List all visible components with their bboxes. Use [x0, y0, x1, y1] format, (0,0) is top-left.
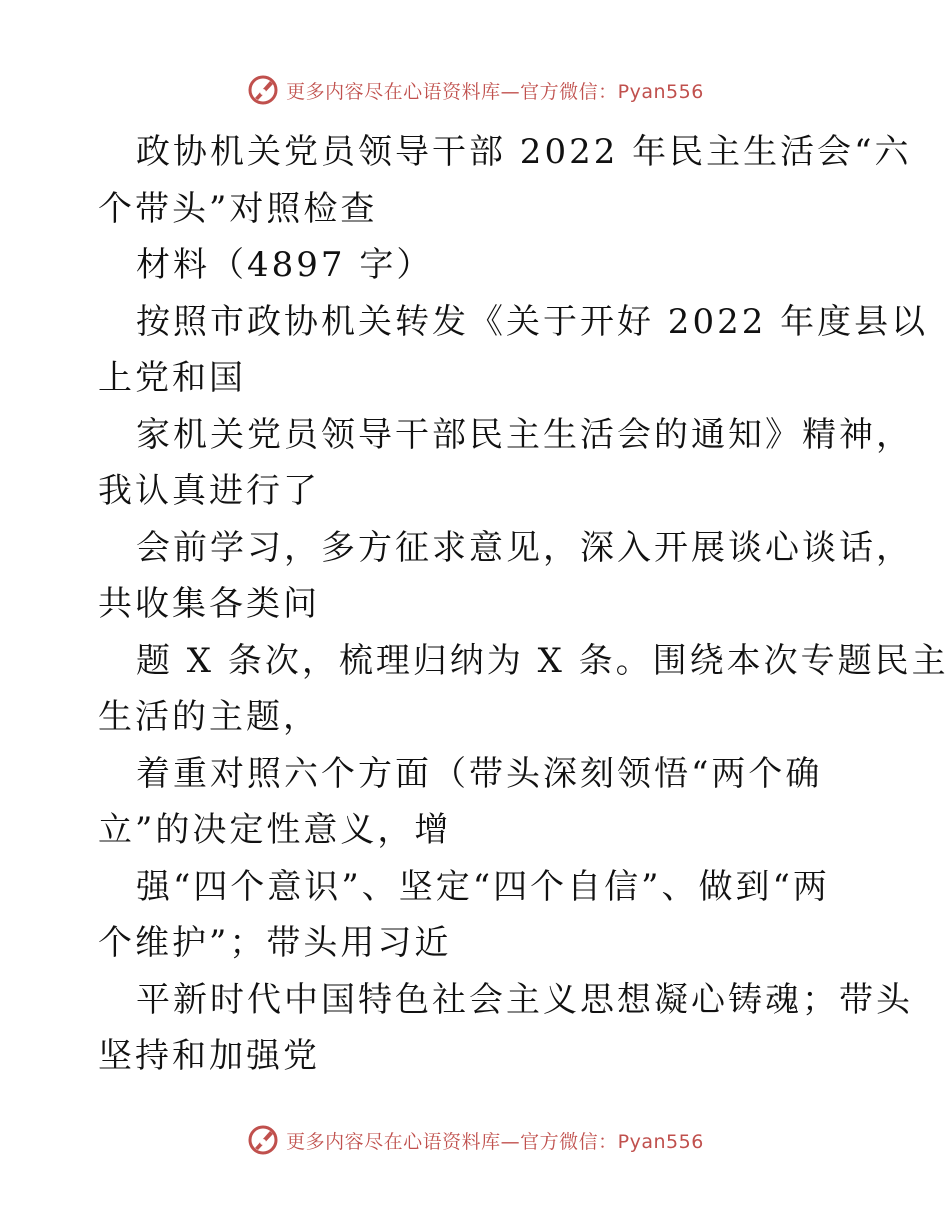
- watermark-text: 更多内容尽在心语资料库—官方微信：Pyan556: [286, 1130, 704, 1153]
- text-line: 政协机关党员领导干部 2022 年民主生活会“六: [136, 132, 912, 172]
- text-line: 强“四个意识”、坚定“四个自信”、做到“两: [136, 866, 830, 907]
- text-line: 立”的决定性意义，增: [98, 810, 452, 850]
- watermark-text: 更多内容尽在心语资料库—官方微信：Pyan556: [286, 80, 704, 103]
- header-watermark: [0, 70, 950, 110]
- text-line: 题 X 条次，梳理归纳为 X 条。围绕本次专题民主: [136, 640, 949, 681]
- text-line: 家机关党员领导干部民主生活会的通知》精神，: [136, 414, 913, 455]
- text-line: 按照市政协机关转发《关于开好 2022 年度县以: [136, 301, 929, 342]
- text-line: 生活的主题，: [98, 697, 320, 737]
- text-line: 个维护”；带头用习近: [98, 923, 452, 963]
- document-body: [98, 124, 949, 1085]
- text-line: 会前学习，多方征求意见，深入开展谈心谈话，: [136, 527, 913, 568]
- text-line: 着重对照六个方面（带头深刻领悟“两个确: [136, 753, 823, 794]
- text-line: 个带头”对照检查: [98, 188, 378, 229]
- quill-seal-icon: [246, 1123, 280, 1157]
- quill-seal-icon: [246, 73, 280, 107]
- text-line: 共收集各类问: [98, 584, 320, 624]
- text-line: 平新时代中国特色社会主义思想凝心铸魂；带头: [136, 979, 913, 1020]
- text-line: 坚持和加强党: [98, 1036, 320, 1076]
- footer-watermark: [0, 1120, 950, 1160]
- text-line: 材料（4897 字）: [136, 245, 434, 285]
- text-line: 我认真进行了: [98, 471, 320, 511]
- text-line: 上党和国: [98, 358, 246, 398]
